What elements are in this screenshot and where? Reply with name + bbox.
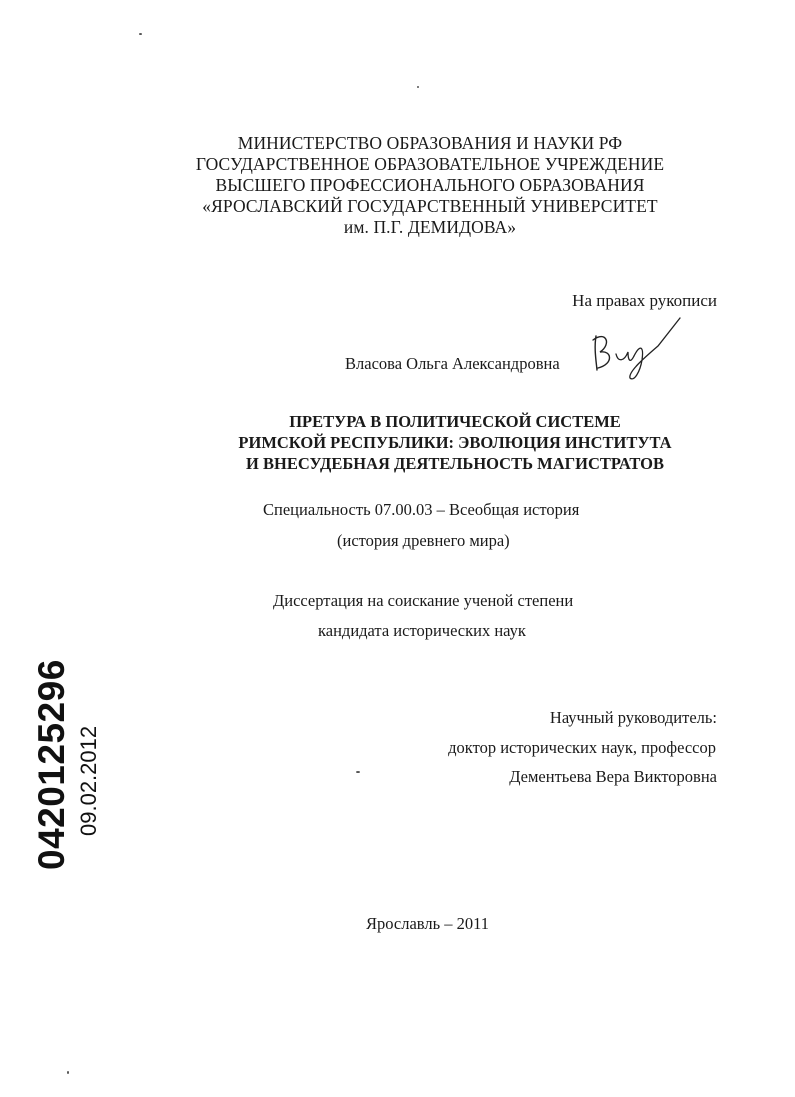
advisor-label: Научный руководитель: (549, 708, 717, 727)
dissertation-title (0, 411, 795, 474)
header-line-education-level: ВЫСШЕГО ПРОФЕССИОНАЛЬНОГО ОБРАЗОВАНИЯ (215, 175, 645, 195)
title-line-3: И ВНЕСУДЕБНАЯ ДЕЯТЕЛЬНОСТЬ МАГИСТРАТОВ (246, 454, 664, 473)
handwritten-signature (588, 316, 688, 386)
scan-speck (139, 33, 142, 35)
advisor-name: Дементьева Вера Викторовна (509, 767, 717, 786)
rights-note: На правах рукописи (572, 291, 717, 310)
specialty: Специальность 07.00.03 – Всеобщая история (263, 500, 580, 519)
institution-header (0, 133, 795, 238)
author-name: Власова Ольга Александровна (345, 354, 560, 373)
header-line-university: «ЯРОСЛАВСКИЙ ГОСУДАРСТВЕННЫЙ УНИВЕРСИТЕТ (202, 196, 658, 216)
scan-speck (356, 771, 360, 773)
dissertation-statement: Диссертация на соискание ученой степени (273, 591, 574, 610)
title-line-2: РИМСКОЙ РЕСПУБЛИКИ: ЭВОЛЮЦИЯ ИНСТИТУТА (238, 433, 672, 452)
header-line-institution-type: ГОСУДАРСТВЕННОЕ ОБРАЗОВАТЕЛЬНОЕ УЧРЕЖДЕНИЕ (195, 154, 665, 174)
scan-speck (67, 1071, 69, 1074)
subspecialty: (история древнего мира) (337, 531, 510, 550)
degree: кандидата исторических наук (318, 621, 526, 640)
advisor-title: доктор исторических наук, профессор (448, 738, 716, 757)
scan-speck (417, 86, 419, 88)
title-line-1: ПРЕТУРА В ПОЛИТИЧЕСКОЙ СИСТЕМЕ (289, 412, 621, 431)
city-year: Ярославль – 2011 (366, 914, 490, 933)
stamp-number: 0420125296 (31, 659, 72, 870)
stamp-date: 09.02.2012 (76, 725, 101, 836)
header-line-university-name: им. П.Г. ДЕМИДОВА» (343, 217, 517, 237)
header-line-ministry: МИНИСТЕРСТВО ОБРАЗОВАНИЯ И НАУКИ РФ (237, 133, 623, 153)
